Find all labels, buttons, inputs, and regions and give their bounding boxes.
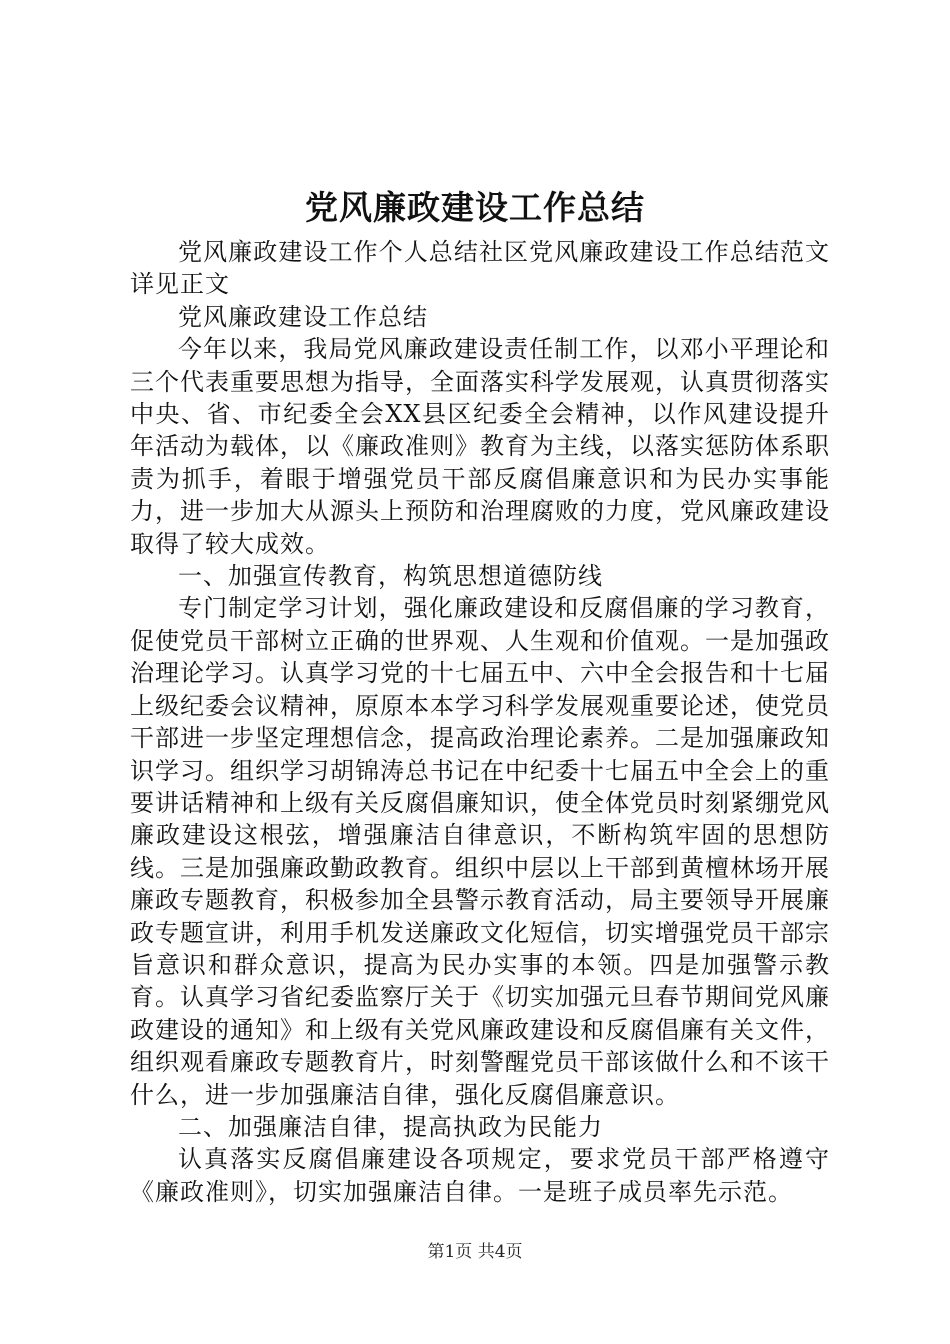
document-title: 党风廉政建设工作总结 bbox=[305, 188, 645, 227]
document-body bbox=[130, 236, 830, 1208]
section-body-1: 专门制定学习计划，强化廉政建设和反腐倡廉的学习教育，促使党员干部树立正确的世界观、人生观和价值观。一是加强政治理论学习。认真学习党的十七届五中、六中全会报告和十七届上级纪委会议精神，原原本本学习科学发展观重要论述，使党员干部进一步坚定理想信念，提高政治理论素养。二是加强廉政知识学习。组织学习胡锦涛总书记在中纪委十七届五中全会上的重要讲话精神和上级有关反腐倡廉知识，使全体党员时刻紧绷党风廉政建设这根弦，增强廉洁自律意识，不断构筑牢固的思想防线。三是加强廉政勤政教育。组织中层以上干部到黄檀林场开展廉政专题教育，积极参加全县警示教育活动，局主要领导开展廉政专题宣讲，利用手机发送廉政文化短信，切实增强党员干部宗旨意识和群众意识，提高为民办实事的本领。四是加强警示教育。认真学习省纪委监察厅关于《切实加强元旦春节期间党风廉政建设的通知》和上级有关党风廉政建设和反腐倡廉有关文件，组织观看廉政专题教育片，时刻警醒党员干部该做什么和不该干什么，进一步加强廉洁自律，强化反腐倡廉意识。 bbox=[130, 594, 830, 1109]
page-footer bbox=[0, 1240, 950, 1264]
section-heading-1: 一、加强宣传教育，构筑思想道德防线 bbox=[178, 562, 603, 591]
intro-paragraph: 党风廉政建设工作个人总结社区党风廉政建设工作总结范文详见正文 bbox=[130, 238, 830, 299]
section-body-2: 认真落实反腐倡廉建设各项规定，要求党员干部严格遵守《廉政准则》，切实加强廉洁自律。一是班子成员率先示范。 bbox=[130, 1145, 830, 1206]
subtitle-paragraph: 党风廉政建设工作总结 bbox=[178, 302, 428, 331]
summary-paragraph: 今年以来，我局党风廉政建设责任制工作，以邓小平理论和三个代表重要思想为指导，全面落实科学发展观，认真贯彻落实中央、省、市纪委全会XX县区纪委全会精神，以作风建设提升年活动为载体，以《廉政准则》教育为主线，以落实惩防体系职责为抓手，着眼于增强党员干部反腐倡廉意识和为民办实事能力，进一步加大从源头上预防和治理腐败的力度，党风廉政建设取得了较大成效。 bbox=[130, 335, 830, 558]
section-heading-2: 二、加强廉洁自律，提高执政为民能力 bbox=[178, 1112, 603, 1141]
page-number: 第1页 bbox=[427, 1242, 473, 1262]
page-total: 共4页 bbox=[477, 1242, 523, 1262]
